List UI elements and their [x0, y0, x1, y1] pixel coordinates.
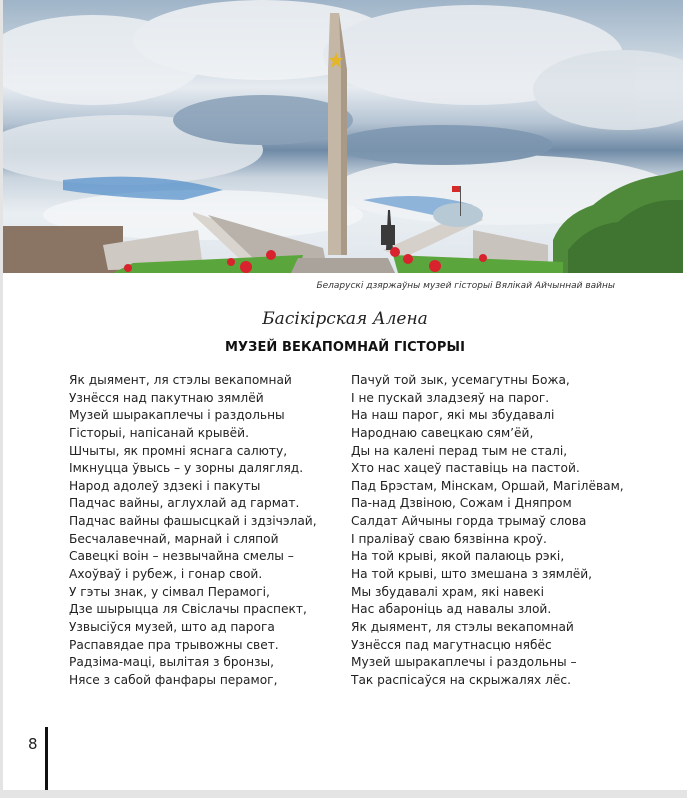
poem-line: Гісторыі, напісанай крывёй. [69, 425, 249, 440]
poem-line: Узвысіўся музей, што ад парога [69, 619, 275, 634]
poem-line: Бесчалавечнай, марнай і сляпой [69, 531, 279, 546]
poem-line: Імкнуцца ўвысь – у зорны далягляд. [69, 461, 304, 476]
poem-line: І праліваў сваю бязвінна кроў. [351, 531, 547, 546]
poem-line: На той крыві, якой палаюць рэкі, [351, 549, 565, 564]
poem-line: Шчыты, як промні яснага салюту, [69, 443, 288, 458]
poem-line: Нас абароніць ад навалы злой. [351, 602, 552, 617]
poem-line: Распавядае пра трывожны свет. [69, 637, 279, 652]
poem-line: На той крыві, што змешана з зямлёй, [351, 567, 593, 582]
poem-line: Народнаю савецкаю сям’ёй, [351, 425, 534, 440]
page-number: 8 [28, 735, 38, 753]
glass-dome [433, 203, 483, 227]
poem-title: МУЗЕЙ ВЕКАПОМНАЙ ГІСТОРЫІ [224, 340, 466, 355]
poem-line: Радзіма-маці, вылітая з бронзы, [69, 655, 275, 670]
flag [452, 186, 460, 192]
museum-illustration [3, 0, 683, 273]
poem-line: І не пускай зладзеяў на парог. [351, 390, 550, 405]
poem-line: Ахоўваў і рубеж, і гонар свой. [69, 567, 263, 582]
photo-caption: Беларускі дзяржаўны музей гісторыі Вялікай Айчыннай вайны [316, 281, 615, 291]
poem-line: Пачуй той зык, усемагутны Божа, [351, 373, 570, 387]
poem-line: Узнёсся пад магутнасцю нябёс [351, 637, 552, 652]
poem-line: Дзе шырыцца ля Свіслачы праспект, [69, 602, 307, 617]
museum-photo [3, 0, 683, 273]
document-page [3, 0, 687, 790]
poem-line: Узнёсся над пакутнаю зямлёй [69, 390, 264, 405]
author-name: Басікірская Алена [262, 309, 428, 329]
poem-column-right [351, 372, 624, 690]
poem-line: Музей шыракаплечы і раздольны [69, 408, 285, 423]
poem-column-left [69, 372, 317, 690]
poem-line: Салдат Айчыны горда трымаў слова [351, 514, 587, 529]
poem-line: Падчас вайны, аглухлай ад гармат. [69, 496, 300, 511]
page-number-rule [45, 727, 48, 790]
poem-line: Так распісаўся на скрыжалях лёс. [351, 672, 571, 687]
poem-line: Савецкі воін – незвычайна смелы – [69, 549, 294, 564]
poem-line: У гэты знак, у сімвал Перамогі, [69, 584, 270, 599]
poem-line: Хто нас хацеў паставіць на пастой. [351, 461, 580, 476]
poem-line: Падчас вайны фашысцкай і здзічэлай, [69, 514, 317, 529]
poem-line: Пад Брэстам, Мінскам, Оршай, Магілёвам, [351, 478, 624, 493]
poem-line: Народ адолеў здзекі і пакуты [69, 478, 261, 493]
poem-line: Як дыямент, ля стэлы векапомнай [351, 619, 574, 634]
poem-line: Мы збудавалі храм, які навекі [351, 584, 544, 599]
poem-line: Па-над Дзвіною, Сожам і Дняпром [351, 496, 572, 511]
poem-line: Нясе з сабой фанфары перамог, [69, 672, 278, 687]
poem-line: Як дыямент, ля стэлы векапомнай [69, 373, 292, 387]
poem-line: На наш парог, які мы збудавалі [351, 408, 555, 423]
poem-line: Ды на калені перад тым не сталі, [351, 443, 568, 458]
steps [291, 258, 395, 273]
poem-line: Музей шыракаплечы і раздольны – [351, 655, 577, 670]
